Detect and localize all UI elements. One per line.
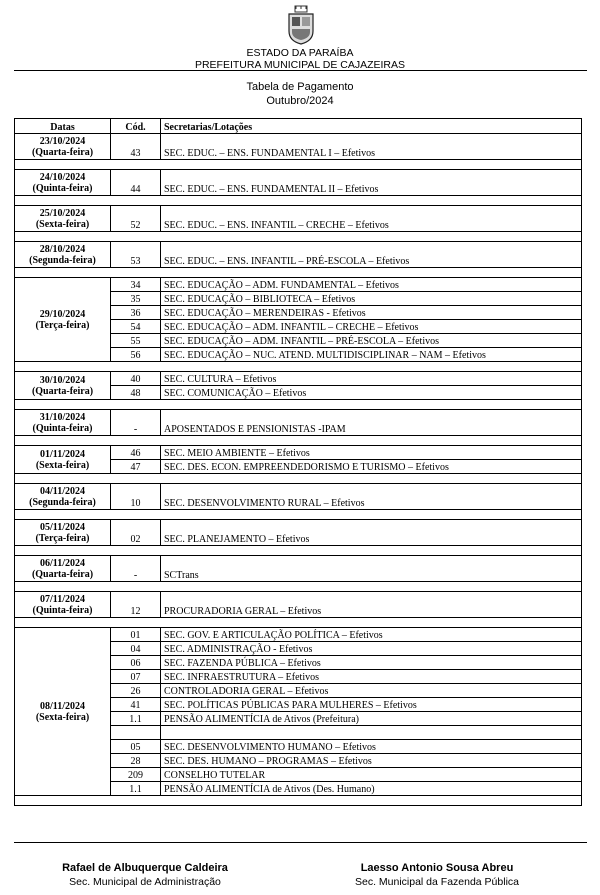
department-cell: SEC. FAZENDA PÚBLICA – Efetivos <box>161 656 582 670</box>
spacer-cell <box>15 618 582 628</box>
spacer-row <box>15 582 582 592</box>
spacer-row <box>15 268 582 278</box>
table-row <box>15 520 582 546</box>
department-cell: SEC. EDUCAÇÃO – BIBLIOTECA – Efetivos <box>161 292 582 306</box>
department-cell: SEC. GOV. E ARTICULAÇÃO POLÍTICA – Efetivos <box>161 628 582 642</box>
code-cell: 07 <box>111 670 161 684</box>
payment-date: 31/10/2024 <box>39 411 86 423</box>
spacer-row <box>15 400 582 410</box>
code-cell: 52 <box>111 206 161 232</box>
payment-weekday: (Sexta-feira) <box>35 218 90 230</box>
spacer-cell <box>15 160 582 170</box>
department-cell: CONTROLADORIA GERAL – Efetivos <box>161 684 582 698</box>
department-cell: PENSÃO ALIMENTÍCIA de Ativos (Prefeitura) <box>161 712 582 726</box>
code-cell: 55 <box>111 334 161 348</box>
code-cell: 10 <box>111 484 161 510</box>
payment-date: 04/11/2024 <box>39 485 85 497</box>
department-cell: APOSENTADOS E PENSIONISTAS -IPAM <box>161 410 582 436</box>
code-cell: 48 <box>111 386 161 400</box>
spacer-cell <box>15 546 582 556</box>
table-row <box>15 206 582 232</box>
code-cell: 01 <box>111 628 161 642</box>
payment-date: 28/10/2024 <box>39 243 86 255</box>
department-cell: SEC. COMUNICAÇÃO – Efetivos <box>161 386 582 400</box>
payment-date: 07/11/2024 <box>39 593 85 605</box>
payment-weekday: (Quarta-feira) <box>31 385 94 397</box>
department-cell: SEC. INFRAESTRUTURA – Efetivos <box>161 670 582 684</box>
payment-table <box>14 118 582 806</box>
department-cell: PENSÃO ALIMENTÍCIA de Ativos (Des. Humano) <box>161 782 582 796</box>
department-cell: SEC. EDUC. – ENS. FUNDAMENTAL I – Efetivos <box>161 134 582 160</box>
spacer-cell <box>15 474 582 484</box>
code-cell: 28 <box>111 754 161 768</box>
spacer-cell <box>15 232 582 242</box>
payment-date: 01/11/2024 <box>39 448 85 460</box>
code-cell: 53 <box>111 242 161 268</box>
spacer-cell <box>15 582 582 592</box>
spacer-row <box>15 618 582 628</box>
department-cell: SEC. EDUC. – ENS. FUNDAMENTAL II – Efetivos <box>161 170 582 196</box>
payment-weekday: (Quarta-feira) <box>31 568 94 580</box>
date-cell <box>15 628 111 796</box>
department-cell: PROCURADORIA GERAL – Efetivos <box>161 592 582 618</box>
date-cell <box>15 372 111 400</box>
payment-date: 30/10/2024 <box>39 374 86 386</box>
footer-divider <box>14 842 587 843</box>
department-cell: SEC. EDUCAÇÃO – NUC. ATEND. MULTIDISCIPLINAR – NAM – Efetivos <box>161 348 582 362</box>
payment-weekday: (Terça-feira) <box>35 319 90 331</box>
department-cell: CONSELHO TUTELAR <box>161 768 582 782</box>
spacer-row <box>15 546 582 556</box>
code-cell: 43 <box>111 134 161 160</box>
date-cell <box>15 206 111 232</box>
table-row <box>15 556 582 582</box>
signature-block-finance <box>312 861 562 889</box>
table-row <box>15 170 582 196</box>
payment-weekday: (Terça-feira) <box>35 532 90 544</box>
code-cell: 44 <box>111 170 161 196</box>
payment-weekday: (Segunda-feira) <box>29 496 96 508</box>
department-cell: SEC. EDUCAÇÃO – ADM. INFANTIL – PRÉ-ESCOLA – Efetivos <box>161 334 582 348</box>
department-cell: SEC. DESENVOLVIMENTO RURAL – Efetivos <box>161 484 582 510</box>
date-cell <box>15 520 111 546</box>
table-row <box>15 242 582 268</box>
spacer-row <box>15 232 582 242</box>
date-cell <box>15 592 111 618</box>
date-cell <box>15 446 111 474</box>
spacer-row <box>15 196 582 206</box>
table-row <box>15 446 582 460</box>
spacer-row <box>15 474 582 484</box>
code-cell: 26 <box>111 684 161 698</box>
spacer-cell <box>15 796 582 806</box>
date-cell <box>15 484 111 510</box>
spacer-cell <box>15 268 582 278</box>
code-cell: 209 <box>111 768 161 782</box>
date-cell <box>15 410 111 436</box>
payment-weekday: (Sexta-feira) <box>35 711 90 723</box>
code-cell: 36 <box>111 306 161 320</box>
department-cell: SCTrans <box>161 556 582 582</box>
table-row <box>15 278 582 292</box>
signatory-role: Sec. Municipal da Fazenda Pública <box>354 876 519 888</box>
payment-date: 25/10/2024 <box>39 207 86 219</box>
code-cell: 05 <box>111 740 161 754</box>
spacer-row <box>15 160 582 170</box>
department-cell: SEC. EDUCAÇÃO – ADM. FUNDAMENTAL – Efetivos <box>161 278 582 292</box>
department-cell: SEC. DES. ECON. EMPREENDEDORISMO E TURISMO – Efetivos <box>161 460 582 474</box>
code-cell: 54 <box>111 320 161 334</box>
table-row <box>15 592 582 618</box>
code-cell: 40 <box>111 372 161 386</box>
code-cell: 12 <box>111 592 161 618</box>
department-cell: SEC. EDUC. – ENS. INFANTIL – PRÉ-ESCOLA – Efetivos <box>161 242 582 268</box>
spacer-cell <box>15 196 582 206</box>
page-subtitle: Outubro/2024 <box>266 95 334 107</box>
column-header-code: Cód. <box>111 119 161 134</box>
date-cell <box>15 556 111 582</box>
payment-weekday: (Segunda-feira) <box>29 254 96 266</box>
city-hall-name: PREFEITURA MUNICIPAL DE CAJAZEIRAS <box>194 59 406 71</box>
date-cell <box>15 242 111 268</box>
code-cell: 1.1 <box>111 712 161 726</box>
code-cell: 56 <box>111 348 161 362</box>
code-cell <box>111 726 161 740</box>
code-cell: 1.1 <box>111 782 161 796</box>
column-header-dates: Datas <box>15 119 111 134</box>
code-cell: - <box>111 556 161 582</box>
code-cell: 35 <box>111 292 161 306</box>
department-cell: SEC. MEIO AMBIENTE – Efetivos <box>161 446 582 460</box>
payment-weekday: (Quarta-feira) <box>31 146 94 158</box>
spacer-row <box>15 796 582 806</box>
spacer-row <box>15 510 582 520</box>
department-cell: SEC. DESENVOLVIMENTO HUMANO – Efetivos <box>161 740 582 754</box>
signatory-role: Sec. Municipal de Administração <box>69 876 221 888</box>
code-cell: 47 <box>111 460 161 474</box>
column-header-departments: Secretarias/Lotações <box>161 119 582 134</box>
signatory-name: Rafael de Albuquerque Caldeira <box>62 862 228 874</box>
state-name: ESTADO DA PARAÍBA <box>246 47 354 59</box>
spacer-row <box>15 436 582 446</box>
code-cell: - <box>111 410 161 436</box>
table-row <box>15 372 582 386</box>
spacer-cell <box>15 510 582 520</box>
department-cell: SEC. ADMINISTRAÇÃO - Efetivos <box>161 642 582 656</box>
payment-date: 23/10/2024 <box>39 135 86 147</box>
department-cell: SEC. CULTURA – Efetivos <box>161 372 582 386</box>
payment-date: 24/10/2024 <box>39 171 86 183</box>
code-cell: 06 <box>111 656 161 670</box>
department-cell: SEC. DES. HUMANO – PROGRAMAS – Efetivos <box>161 754 582 768</box>
spacer-cell <box>15 362 582 372</box>
signatory-name: Laesso Antonio Sousa Abreu <box>360 862 514 874</box>
signature-block-administration <box>20 861 270 889</box>
spacer-cell <box>15 400 582 410</box>
department-cell: SEC. EDUCAÇÃO – ADM. INFANTIL – CRECHE – Efetivos <box>161 320 582 334</box>
table-row <box>15 484 582 510</box>
code-cell: 34 <box>111 278 161 292</box>
code-cell: 04 <box>111 642 161 656</box>
date-cell <box>15 170 111 196</box>
payment-date: 05/11/2024 <box>39 521 85 533</box>
department-cell: SEC. POLÍTICAS PÚBLICAS PARA MULHERES – Efetivos <box>161 698 582 712</box>
table-row <box>15 134 582 160</box>
coat-of-arms-icon <box>286 5 316 45</box>
payment-date: 08/11/2024 <box>39 700 85 712</box>
department-cell: SEC. PLANEJAMENTO – Efetivos <box>161 520 582 546</box>
payment-date: 29/10/2024 <box>39 308 86 320</box>
code-cell: 46 <box>111 446 161 460</box>
department-cell: SEC. EDUC. – ENS. INFANTIL – CRECHE – Efetivos <box>161 206 582 232</box>
spacer-cell <box>15 436 582 446</box>
header-divider <box>14 70 587 71</box>
table-row <box>15 628 582 642</box>
spacer-row <box>15 362 582 372</box>
department-cell: SEC. EDUCAÇÃO – MERENDEIRAS - Efetivos <box>161 306 582 320</box>
page-title: Tabela de Pagamento <box>246 81 354 93</box>
table-header-row <box>15 119 582 134</box>
table-row <box>15 410 582 436</box>
payment-date: 06/11/2024 <box>39 557 85 569</box>
payment-weekday: (Quinta-feira) <box>32 182 93 194</box>
date-cell <box>15 134 111 160</box>
department-cell <box>161 726 582 740</box>
payment-weekday: (Sexta-feira) <box>35 459 90 471</box>
payment-weekday: (Quinta-feira) <box>32 604 93 616</box>
code-cell: 02 <box>111 520 161 546</box>
payment-weekday: (Quinta-feira) <box>32 422 93 434</box>
code-cell: 41 <box>111 698 161 712</box>
date-cell <box>15 278 111 362</box>
